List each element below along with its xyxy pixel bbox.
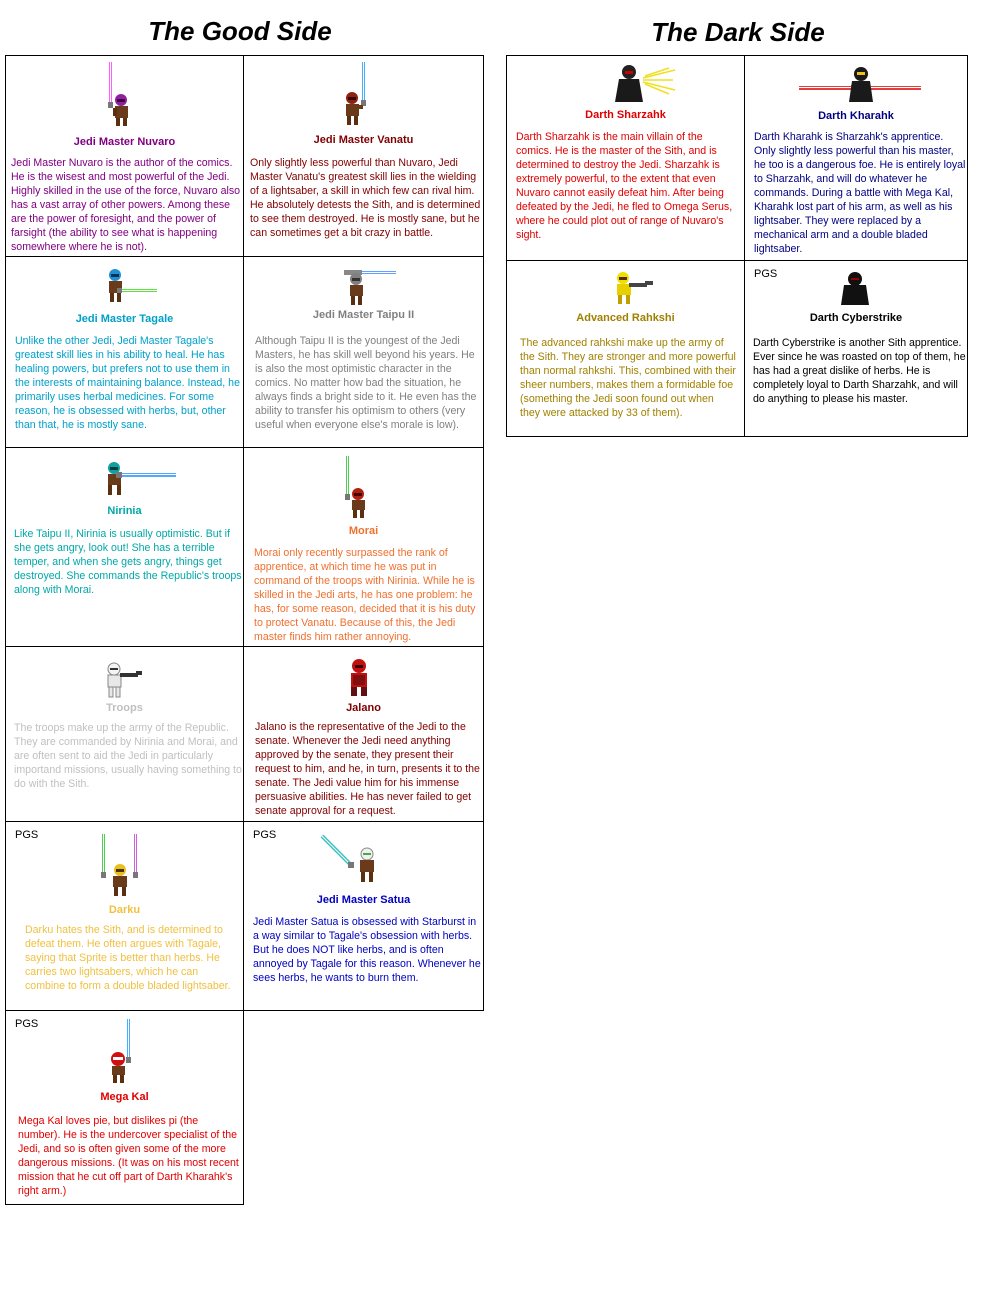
jalano-sprite-icon <box>342 657 378 699</box>
character-name: Jedi Master Tagale <box>75 313 174 325</box>
character-card-advanced-rahkshi <box>506 260 745 437</box>
character-card-darth-sharzahk <box>506 55 745 261</box>
character-name: Mega Kal <box>100 1091 149 1103</box>
mega-kal-sprite-icon <box>102 1017 142 1085</box>
character-card-nuvaro <box>5 55 244 257</box>
tagale-sprite-icon <box>101 265 161 311</box>
character-description: Jalano is the representative of the Jedi to the senate. Whenever the Jedi need anything approved by the senate, they present their request to him, and he, in turn, presents it to the senate. The Jedi value him for his immense persuasive abilities. He has never failed to get senate approval for a request. <box>255 721 480 817</box>
character-name: Darth Kharahk <box>818 110 894 122</box>
character-description: Darth Cyberstrike is another Sith apprentice. Ever since he was roasted on top of them, he has had a great dislike of herbs. He is completely loyal to Darth Sharzahk, and will do anything to please his master. <box>753 337 966 405</box>
character-name: Jedi Master Taipu II <box>312 309 415 321</box>
character-card-satua <box>243 821 484 1011</box>
character-card-darth-kharahk <box>744 55 968 261</box>
character-card-tagale <box>5 256 244 448</box>
vanatu-sprite-icon <box>336 60 376 130</box>
character-name: Jedi Master Vanatu <box>313 134 414 146</box>
character-description: The troops make up the army of the Republic. They are commanded by Nirinia and Morai, and are often sent to aid the Jedi in particularly importand missions, usually having something to do with the Sith. <box>14 722 242 790</box>
character-description: Unlike the other Jedi, Jedi Master Tagale's greatest skill lies in his ability to heal. He has healing powers, but prefers not to use them in the interests of maintaining balance. Instead, he primarily uses herbal medicines. For some reason, he is obsessed with herbs, but, other than that, he is mostly sane. <box>15 335 240 431</box>
taipu-ii-sprite-icon <box>340 267 400 309</box>
character-card-nirinia <box>5 447 244 647</box>
character-card-darku <box>5 821 244 1011</box>
character-name: Nirinia <box>107 505 142 517</box>
character-name: Troops <box>106 702 143 714</box>
darth-cyberstrike-sprite-icon <box>839 271 871 307</box>
character-description: Like Taipu II, Nirinia is usually optimistic. But if she gets angry, look out! She has a terrible temper, and when she gets angry, things get destroyed. She commands the Republic's troops along with Morai. <box>14 528 242 596</box>
character-name: Morai <box>348 525 379 537</box>
darth-kharahk-sprite-icon <box>797 66 923 104</box>
character-name: Advanced Rahkshi <box>576 312 675 324</box>
advanced-rahkshi-sprite-icon <box>611 271 657 307</box>
character-description: Although Taipu II is the youngest of the Jedi Masters, he has skill well beyond his years. He is also the most optimistic character in the comics. No matter how bad the situation, he always finds a bright side to it. He even has the ability to transfer his optimism to others (very useful when everyone else's morale is low). <box>255 335 477 431</box>
darth-sharzahk-sprite-icon <box>611 64 677 104</box>
pgs-tag: PGS <box>15 1018 39 1030</box>
troops-sprite-icon <box>102 661 146 701</box>
character-description: Jedi Master Satua is obsessed with Starburst in a way similar to Tagale's obsession with herbs. But he does NOT like herbs, and is often annoyed by Tagale for this reason. Whenever he sees herbs, he wants to burn them. <box>253 916 481 984</box>
character-description: Only slightly less powerful than Nuvaro, Jedi Master Vanatu's greatest skill lies in the wielding of a lightsaber, a skill in which few can rival him. He absolutely detests the Sith, and is determined to see them destroyed. He is mostly sane, but he can sometimes get a bit crazy in battle. <box>250 157 481 239</box>
character-name: Darku <box>108 904 141 916</box>
character-description: Darth Sharzahk is the main villain of the comics. He is the master of the Sith, and is determined to destroy the Jedi. Sharzahk is extremely powerful, to the extent that even Nuvaro cannot easily defeat him. After being defeated by the Jedi, he fled to Omega Serus, where he could plot out of range of Nuvaro's sight. <box>516 131 733 241</box>
character-name: Darth Cyberstrike <box>809 312 903 324</box>
character-card-troops <box>5 646 244 822</box>
character-card-vanatu <box>243 55 484 257</box>
satua-sprite-icon <box>318 832 388 888</box>
pgs-tag: PGS <box>754 268 778 280</box>
character-name: Darth Sharzahk <box>585 109 666 121</box>
character-card-darth-cyberstrike <box>744 260 968 437</box>
nirinia-sprite-icon <box>100 458 180 502</box>
character-description: Jedi Master Nuvaro is the author of the comics. He is the wisest and most powerful of the Jedi. Highly skilled in the use of the force, Nuvaro also has a vast array of other powers. Among these are the power of foresight, and the power of farsight (the ability to see what is happening somewhere where he is not). <box>11 157 241 253</box>
dark-side-heading: The Dark Side <box>651 17 825 47</box>
morai-sprite-icon <box>338 454 378 520</box>
character-name: Jalano <box>346 702 381 714</box>
character-description: The advanced rahkshi make up the army of the Sith. They are stronger and more powerful than normal rahkshi. This, combined with their sheer numbers, makes them a formidable foe (something the Jedi soon found out when they were attacked by 33 of them). <box>520 337 736 419</box>
character-card-morai <box>243 447 484 647</box>
character-card-jalano <box>243 646 484 822</box>
character-name: Jedi Master Satua <box>316 894 411 906</box>
pgs-tag: PGS <box>253 829 277 841</box>
character-card-mega-kal <box>5 1010 244 1205</box>
pgs-tag: PGS <box>15 829 39 841</box>
character-card-taipu-ii <box>243 256 484 448</box>
character-description: Mega Kal loves pie, but dislikes pi (the number). He is the undercover specialist of the Jedi, and so is often given some of the more dangerous missions. (It was on his most recent mission that he cut off part of Darth Kharahk's right arm.) <box>18 1115 239 1197</box>
character-description: Darku hates the Sith, and is determined to defeat them. He often argues with Tagale, saying that Sprite is better than herbs. He carries two lightsabers, which he can combine to form a double bladed lightsaber. <box>25 924 231 992</box>
nuvaro-sprite-icon <box>99 60 139 130</box>
character-description: Morai only recently surpassed the rank of apprentice, at which time he was put in command of the troops with Nirinia. While he is skilled in the Jedi arts, he has one problem: he has, for some reason, decided that it is his duty to protect Vanatu. Because of this, the Jedi master finds him rather annoying. <box>254 547 476 643</box>
darku-sprite-icon <box>98 832 144 898</box>
character-description: Darth Kharahk is Sharzahk's apprentice. Only slightly less powerful than his master, he too is a dangerous foe. He is entirely loyal to Sharzahk, and will do whatever he commands. During a battle with Mega Kal, Kharahk lost part of his arm, as well as his lightsaber. They were replaced by a mechanical arm and a double bladed lightsaber. <box>754 131 966 255</box>
character-name: Jedi Master Nuvaro <box>73 136 176 148</box>
good-side-heading: The Good Side <box>148 16 332 46</box>
